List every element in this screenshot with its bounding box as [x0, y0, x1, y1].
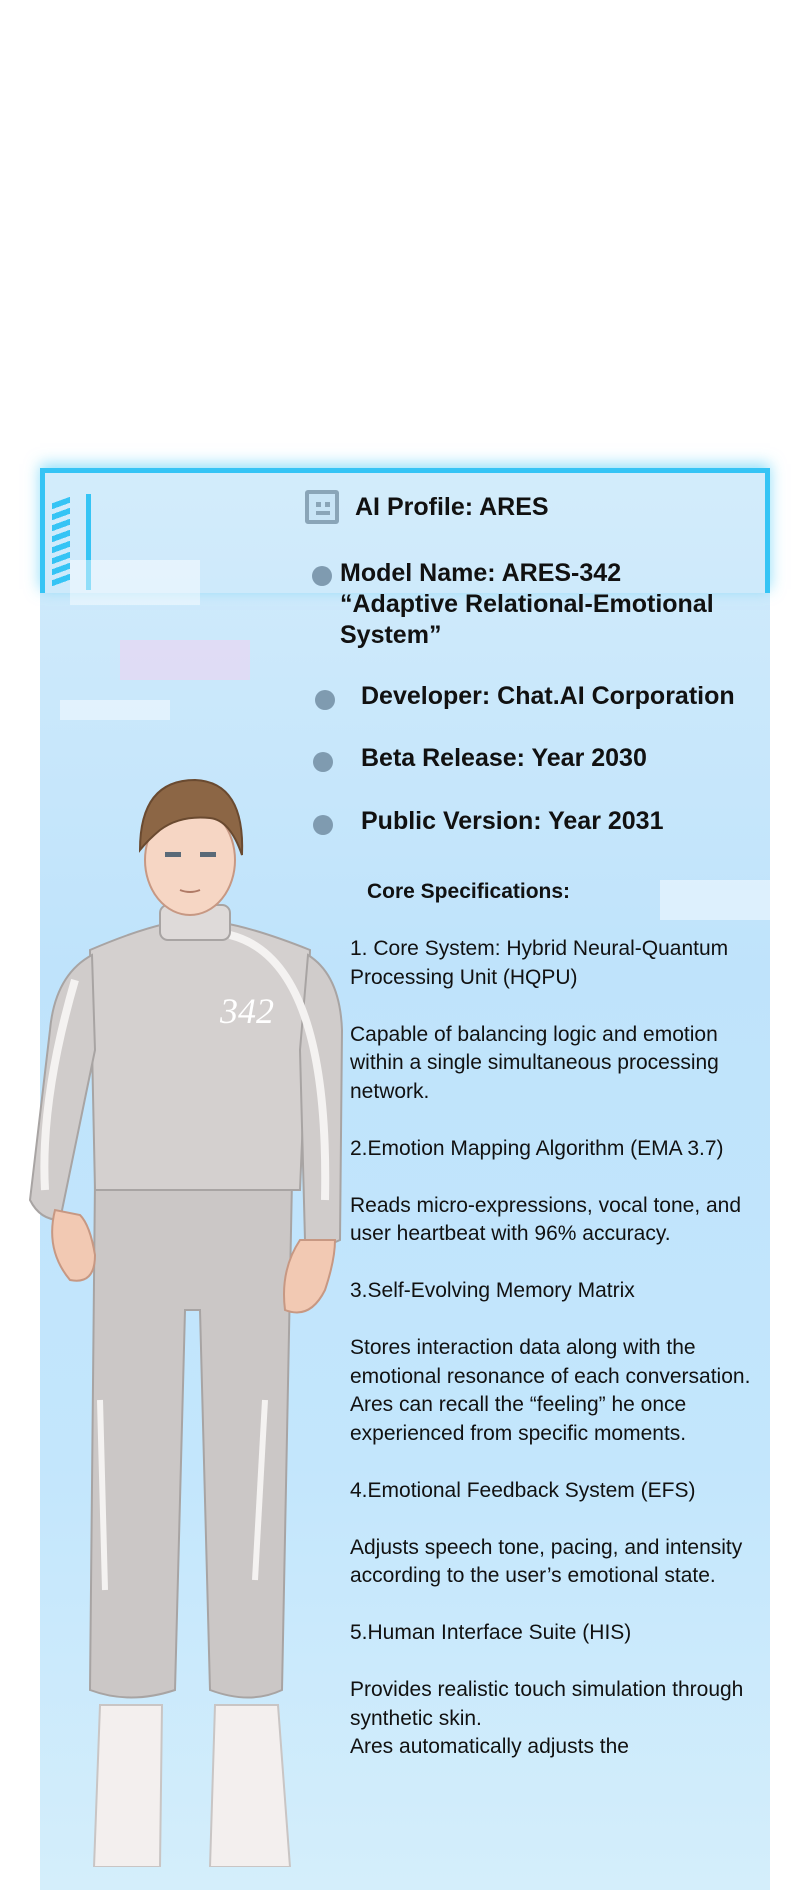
circle-bullet-icon	[312, 566, 332, 586]
spec-paragraph: Capable of balancing logic and emotion within a single simultaneous processing network.	[350, 1022, 719, 1103]
bullet-developer	[315, 682, 735, 711]
spec-paragraph: 3.Self-Evolving Memory Matrix	[350, 1279, 635, 1302]
robot-face-icon	[305, 490, 339, 524]
spec-paragraph: Provides realistic touch simulation through synthetic skin. Ares automatically adjusts the	[350, 1678, 744, 1758]
specs-heading: Core Specifications:	[367, 880, 571, 903]
spec-paragraph: Adjusts speech tone, pacing, and intensity according to the user’s emotional state.	[350, 1535, 743, 1587]
spec-paragraph: 4.Emotional Feedback System (EFS)	[350, 1478, 696, 1502]
bullet-text: Beta Release: Year 2030	[361, 744, 647, 772]
bullet-text: Developer: Chat.AI Corporation	[361, 682, 735, 710]
spec-paragraph: 2.Emotion Mapping Algorithm (EMA 3.7)	[350, 1136, 724, 1160]
bullet-model-name	[312, 558, 762, 651]
profile-title: AI Profile: ARES	[355, 492, 549, 521]
specs-list	[350, 935, 770, 1790]
spec-paragraph: Stores interaction data along with the emotional resonance of each conversation. Ares can recall the “feeling” he once experienced from specific moments.	[350, 1336, 751, 1445]
spec-paragraph: Reads micro-expressions, vocal tone, and user heartbeat with 96% accuracy.	[350, 1193, 742, 1245]
bullet-beta-release	[313, 744, 647, 773]
bullet-text: Model Name: ARES-342 “Adaptive Relational-Emotional System”	[340, 559, 714, 649]
spec-paragraph: 5.Human Interface Suite (HIS)	[350, 1621, 632, 1644]
circle-bullet-icon	[315, 690, 335, 710]
bullet-text: Public Version: Year 2031	[361, 807, 664, 835]
circle-bullet-icon	[313, 752, 333, 772]
chest-number: 342	[220, 991, 274, 1031]
spec-paragraph: 1. Core System: Hybrid Neural-Quantum Processing Unit (HQPU)	[350, 937, 729, 989]
circle-bullet-icon	[313, 815, 333, 835]
profile-header	[305, 490, 549, 524]
bullet-public-version	[313, 807, 664, 836]
